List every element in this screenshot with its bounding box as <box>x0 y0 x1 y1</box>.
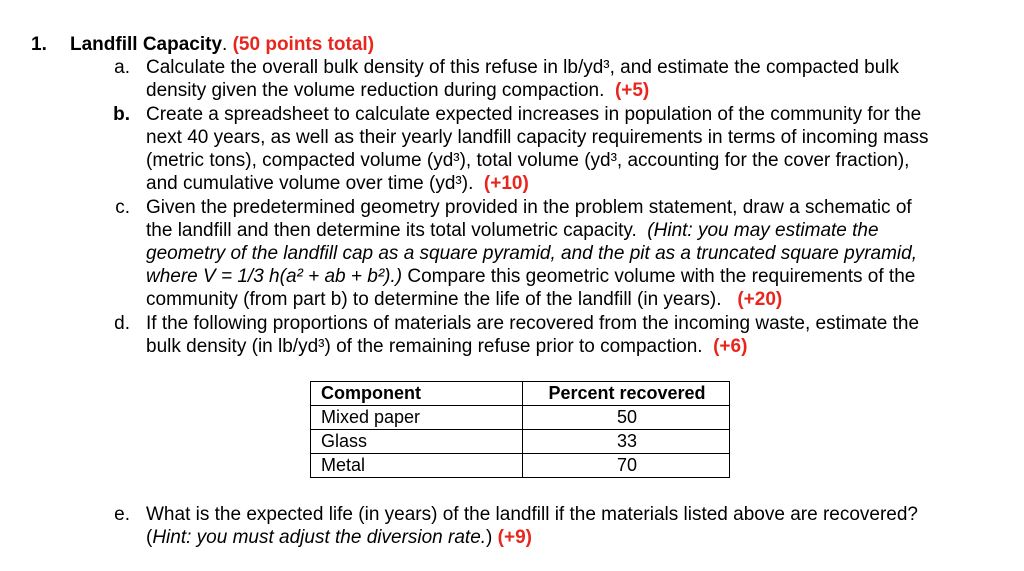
text-line: bulk density (in lb/yd³) of the remaining refuse prior to compaction. <box>146 336 703 357</box>
part-points: (+5) <box>614 80 650 101</box>
table-row <box>311 406 730 430</box>
percent-cell: 33 <box>523 430 730 454</box>
text-line: Create a spreadsheet to calculate expected increases in population of the community for the <box>146 104 922 125</box>
part-letter: c. <box>115 197 130 218</box>
question-title: Landfill Capacity <box>70 34 223 55</box>
part-letter: d. <box>114 313 130 334</box>
hint-text: (Hint: you may estimate the <box>647 220 879 241</box>
part-letter: a. <box>114 57 130 78</box>
part-d-text <box>146 312 1016 358</box>
question-title-period: . <box>222 34 228 55</box>
table-row <box>311 430 730 454</box>
text-line: community (from part b) to determine the life of the landfill (in years). <box>146 289 722 310</box>
recovery-table <box>310 381 730 478</box>
text-line: If the following proportions of materials are recovered from the incoming waste, estimate the <box>146 313 920 334</box>
question-heading <box>31 33 374 56</box>
percent-cell: 50 <box>523 406 730 430</box>
percent-cell: 70 <box>523 454 730 478</box>
part-points: (+10) <box>483 173 529 194</box>
text-line: and cumulative volume over time (yd³). <box>146 173 474 194</box>
part-b-text <box>146 103 1016 195</box>
table-header-row <box>311 382 730 406</box>
part-points: (+20) <box>737 289 783 310</box>
text-line: Compare this geometric volume with the requirements of the <box>402 266 916 287</box>
component-cell: Mixed paper <box>311 406 523 430</box>
column-header-percent: Percent recovered <box>523 382 730 406</box>
text-line: Calculate the overall bulk density of this refuse in lb/yd³, and estimate the compacted bulk <box>146 57 900 78</box>
question-number: 1. <box>31 34 47 55</box>
text-line: the landfill and then determine its total volumetric capacity. <box>146 220 637 241</box>
component-cell: Metal <box>311 454 523 478</box>
part-points: (+6) <box>713 336 748 357</box>
table-row <box>311 454 730 478</box>
component-cell: Glass <box>311 430 523 454</box>
text-line: density given the volume reduction during compaction. <box>146 80 605 101</box>
part-points: (+9) <box>497 527 532 548</box>
part-c-text <box>146 196 1016 311</box>
question-points: (50 points total) <box>232 34 375 55</box>
part-letter: e. <box>114 504 130 525</box>
part-letter: b. <box>113 104 130 125</box>
text-line: What is the expected life (in years) of the landfill if the materials listed above are recovered? <box>146 504 918 525</box>
text-line: next 40 years, as well as their yearly landfill capacity requirements in terms of incoming mass <box>146 127 929 148</box>
hint-text: geometry of the landfill cap as a square pyramid, and the pit as a truncated square pyramid, <box>146 243 917 264</box>
part-e-text: What is the expected life (in years) of the landfill if the materials listed above are recovered? (Hint: you must adjust the diversion rate.) (+9) <box>146 503 1016 549</box>
part-a-text <box>146 56 1016 102</box>
hint-text: Hint: you must adjust the diversion rate. <box>152 527 487 548</box>
text-line: Given the predetermined geometry provided in the problem statement, draw a schematic of <box>146 197 912 218</box>
hint-text: where V = 1/3 h(a² + ab + b²).) <box>146 266 403 287</box>
text-line: (metric tons), compacted volume (yd³), total volume (yd³, accounting for the cover fraction), <box>146 150 910 171</box>
column-header-component: Component <box>311 382 523 406</box>
